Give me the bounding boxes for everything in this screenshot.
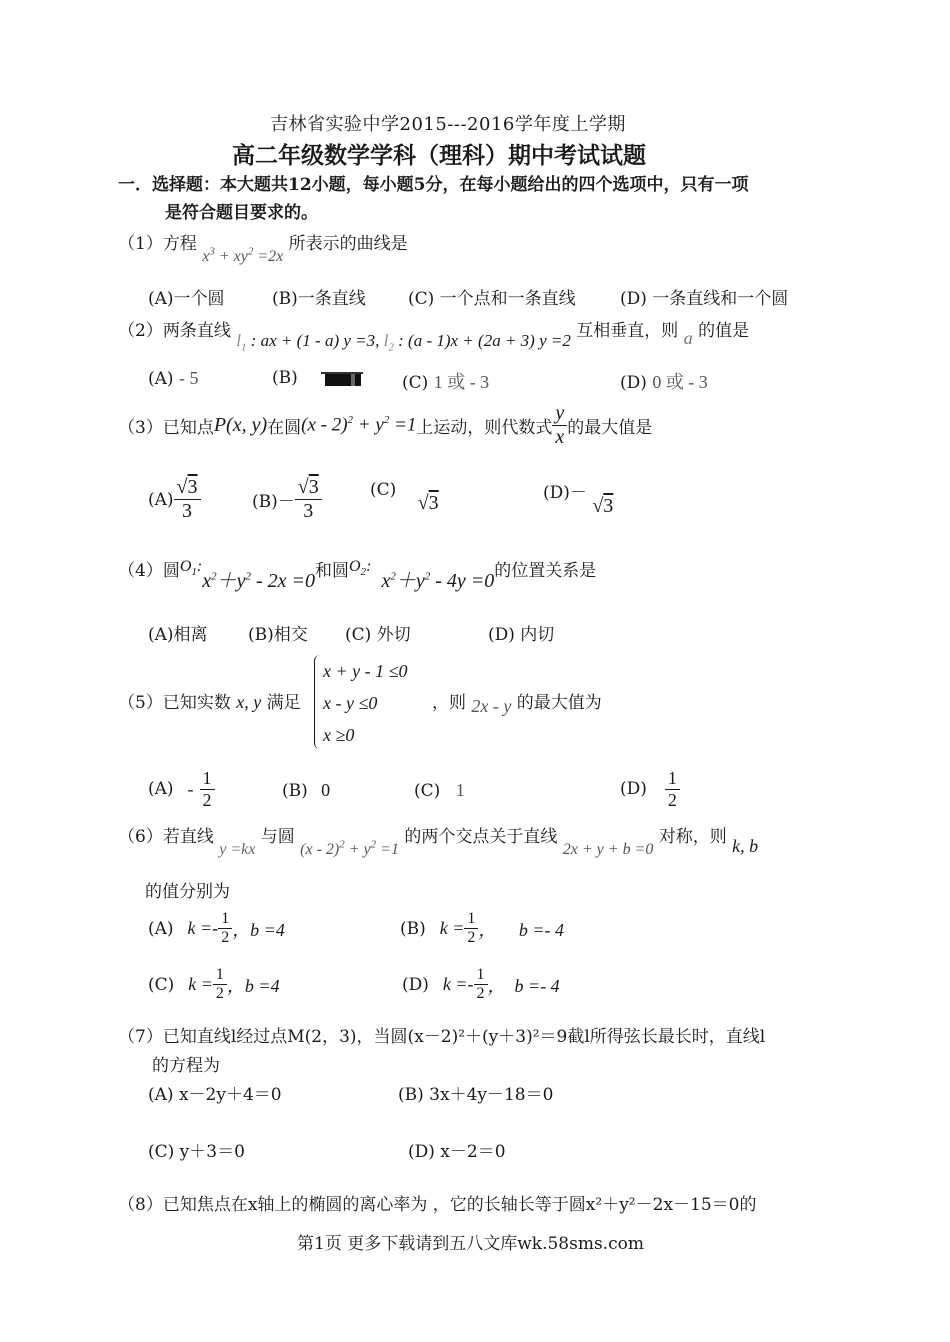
q3-opt-a-label: (A) [148,489,174,510]
section-heading: 一．选择题：本大题共12小题，每小题5分，在每小题给出的四个选项中，只有一项 [118,175,749,195]
q6-opt-c-k: k = [188,974,213,995]
q6-option-b[interactable] [400,910,564,948]
q3-option-a[interactable] [148,476,201,523]
q4-option-d[interactable]: (D) 内切 [488,625,555,645]
q1-suffix: 所表示的曲线是 [288,234,408,254]
q3-mid1: 在圆 [267,418,302,438]
q6-sym-line: 2x + y + b =0 [562,841,654,858]
q6-stem [118,822,759,858]
q3-opt-b-label: (B)－ [252,492,295,512]
q6-opt-b-k: k = [439,918,465,939]
q5-constraint-2: x - y ≤0 [323,693,378,713]
q3-opt-b-value: $\frac{√3}{3}$ [295,476,322,523]
q5-opt-c-value: 1 [455,780,465,800]
page-footer: 第1页 更多下载请到五八文库wk.58sms.com [297,1234,644,1254]
q6-opt-a-b: ，b =4 [232,919,285,940]
q6-opt-d-b: ， b =- 4 [487,975,560,996]
q5-option-c[interactable] [414,780,465,801]
q5-option-a[interactable] [148,768,215,810]
q5-option-d[interactable] [620,768,680,810]
q2-opt-b-label: (B) [272,368,298,388]
q6-circle-eq: $(x - 2)^2 + y^2 =1$ [300,838,399,858]
q3-mid2: 上运动，则代数式 [416,418,553,438]
q4-o1: $O_1$: [179,558,203,579]
q5-opt-a-value: $\frac{1}{2}$ [200,768,215,810]
q6-prefix: （6）若直线 [118,827,214,847]
q6-opt-c-label: (C) [148,974,175,995]
q6-opt-b-label: (B) [400,918,426,939]
q4-option-c[interactable]: (C) 外切 [345,625,411,645]
q3-option-b[interactable] [252,476,322,523]
q2-suffix2: 的值是 [698,321,750,341]
q4-eq2: $x^2+y^2 - 4y =0$ [381,570,495,592]
q5-satisfy: 满足 [266,693,301,713]
q3-prefix: （3）已知点 [118,418,214,438]
q2-opt-a-label: (A) [148,369,174,389]
q6-option-d[interactable] [402,966,560,1004]
q4-o2: $O_2$: [349,558,372,579]
q5-suffix: 的最大值为 [516,693,602,713]
q6-opt-a-k: k =- [187,918,219,939]
q6-opt-d-label: (D) [402,974,429,995]
q1-prefix: （1）方程 [118,234,197,254]
q5-opt-a-label: (A) [148,779,174,800]
q6-line-eq: y =kx [219,841,256,858]
q5-constraint-3: x ≥0 [323,725,355,745]
q2-opt-b-smudge [321,372,363,386]
q6-opt-a-label: (A) [148,918,174,939]
q2-prefix: （2）两条直线 [118,321,231,341]
q5-then: ，则 [432,693,466,713]
q7-option-d[interactable]: (D) x－2＝0 [408,1142,506,1162]
q8-stem: （8）已知焦点在x轴上的椭圆的离心率为 ，它的长轴长等于圆x²＋y²－2x－15＝0的 [118,1195,757,1215]
q6-option-a[interactable] [148,910,285,948]
q2-option-c[interactable] [402,368,489,394]
q2-opt-a-value: - 5 [178,368,199,388]
q6-stem-cont: 的值分别为 [145,882,230,902]
q1-option-a[interactable]: (A)一个圆 [148,289,225,309]
q2-stem [118,316,750,354]
section-heading-cont: 是符合题目要求的。 [165,203,318,223]
q4-suffix: 的位置关系是 [494,561,597,581]
q3-opt-a-value: $\frac{√3}{3}$ [174,476,201,523]
q5-opt-c-label: (C) [414,781,441,801]
q1-option-c[interactable]: (C) 一个点和一条直线 [408,289,576,309]
q3-point: P(x, y) [213,414,268,436]
q3-circle-eq: $(x - 2)^2 + y^2 =1$ [301,414,417,436]
q3-opt-d-value: √3 [592,495,614,517]
q6-opt-d-frac: $\frac{1}{2}$ [474,966,488,1004]
q6-with: 与圆 [260,827,295,847]
q7-option-a[interactable]: (A) x－2y＋4＝0 [148,1085,282,1105]
q2-equation: $l_1$ : ax + (1 - a) y =3, $l_2$ : (a - 1)x + (2a + 3) y =2 [236,331,571,354]
q2-opt-c-value: 1 或 - 3 [433,372,490,392]
q7-stem-cont: 的方程为 [152,1056,220,1076]
q1-option-b[interactable]: (B)一条直线 [272,289,366,309]
q5-constraint-system [314,655,408,749]
q5-suffix-line [432,688,602,716]
q3-opt-d-label: (D)－ [543,483,587,503]
q3-opt-c-label: (C) [370,480,397,500]
q2-opt-d-label: (D) [620,373,647,393]
q5-vars: x, y [236,692,262,712]
q6-mid: 的两个交点关于直线 [404,827,558,847]
q2-option-b[interactable] [272,368,363,388]
q6-opt-c-frac: $\frac{1}{2}$ [213,966,227,1004]
q5-opt-d-value: $\frac{1}{2}$ [665,768,680,810]
q3-option-c[interactable] [370,478,439,514]
q2-opt-c-label: (C) [402,373,429,393]
q2-opt-d-value: 0 或 - 3 [652,372,708,392]
q5-prefix-line [118,688,301,713]
q3-option-d[interactable] [543,478,614,517]
q6-opt-b-frac: $\frac{1}{2}$ [464,910,478,948]
q4-option-a[interactable]: (A)相离 [148,625,208,645]
q5-opt-b-label: (B) [282,781,308,801]
q6-opt-a-frac: $\frac{1}{2}$ [218,910,232,948]
q3-suffix: 的最大值是 [567,418,653,438]
q2-option-d[interactable] [620,368,708,394]
q3-fraction: $\frac{y}{x}$ [552,402,567,449]
q5-opt-a-minus: - [187,778,194,799]
q6-sym: 对称，则 [658,827,727,847]
q5-expr: 2x - y [471,696,512,716]
q1-equation: $x^3 + xy^2 =2x$ [202,245,284,265]
q2-suffix: 互相垂直，则 [576,321,679,341]
q2-option-a[interactable] [148,368,198,389]
q4-eq1: $x^2+y^2 - 2x =0$ [202,570,316,592]
q1-stem [118,229,408,265]
q5-option-b[interactable] [282,780,330,801]
q6-kb: k, b [732,836,759,856]
q5-prefix: （5）已知实数 [118,693,231,713]
q4-stem [118,554,597,592]
q6-option-c[interactable] [148,966,280,1004]
q2-var-a: a [683,328,693,348]
q5-opt-d-label: (D) [620,779,647,800]
q7-option-c[interactable]: (C) y＋3＝0 [148,1142,245,1162]
q7-stem: （7）已知直线l经过点M(2，3)，当圆(x－2)²＋(y＋3)²＝9截l所得弦长最长时，直线l [118,1027,766,1047]
q5-opt-b-value: 0 [321,780,331,800]
q6-opt-d-k: k =- [442,974,474,995]
q4-and: 和圆 [315,561,350,581]
page-title: 高二年级数学学科（理科）期中考试试题 [232,142,646,169]
school-line: 吉林省实验中学2015---2016学年度上学期 [270,114,626,135]
q7-option-b[interactable]: (B) 3x＋4y－18＝0 [398,1085,554,1105]
q5-constraint-1: x + y - 1 ≤0 [323,661,408,681]
q4-prefix: （4）圆 [118,561,180,581]
q4-option-b[interactable]: (B)相交 [248,625,308,645]
q6-opt-c-b: ，b =4 [226,975,280,996]
q3-opt-c-value: √3 [417,492,439,514]
q1-option-d[interactable]: (D) 一条直线和一个圆 [620,289,789,309]
q6-opt-b-b: ， b =- 4 [478,919,565,940]
q3-stem [118,402,652,449]
